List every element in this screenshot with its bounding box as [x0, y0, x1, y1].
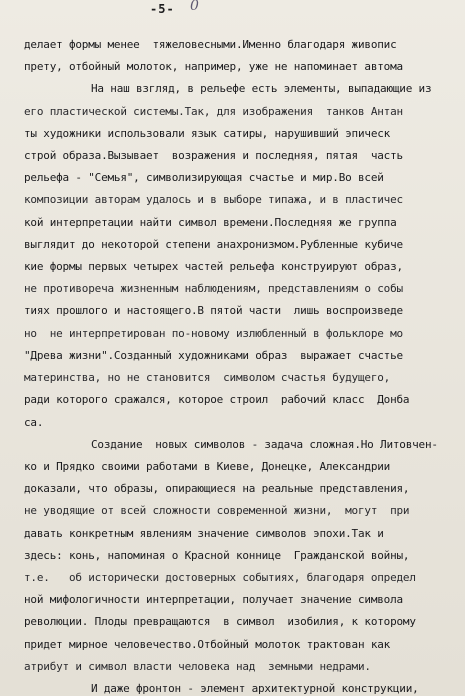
text-line: композиции авторам удалось и в выборе типажа, и в пластичес [24, 193, 403, 206]
text-line: придет мирное человечество.Отбойный молоток трактован как [24, 638, 391, 651]
text-line: т.е. об исторически достоверных событиях, благодаря определ [24, 571, 416, 584]
text-line: не противореча жизненным наблюдениям, представлениям о собы [24, 282, 403, 295]
text-line: кой интерпретации найти символ времени.Последняя же группа [24, 216, 397, 229]
page-number: -5- [150, 2, 175, 16]
text-line: его пластической системы.Так, для изображения танков Антан [24, 105, 403, 118]
text-line: тиях прошлого и настоящего.В пятой части лишь воспроизведе [24, 304, 403, 317]
text-line: са. [24, 416, 44, 429]
text-line: Создание новых символов - задача сложная.Но Литовчен- [91, 438, 438, 451]
text-line: материнства, но не становится символом счастья будущего, [24, 371, 391, 384]
text-line: выглядит до некоторой степени анахронизмом.Рубленные кубиче [24, 238, 403, 251]
text-line: кие формы первых четырех частей рельефа конструируют образ, [24, 260, 403, 273]
text-line: здесь: конь, напоминая о Красной коннице Гражданской войны, [24, 549, 410, 562]
text-line: ной мифологичности интерпретации, получает значение символа [24, 593, 403, 606]
text-line: но не интерпретирован по-новому излюбленный в фольклоре мо [24, 327, 403, 340]
handwritten-page-mark: 0 [190, 0, 199, 14]
text-line: ко и Прядко своими работами в Киеве, Донецке, Александрии [24, 460, 391, 473]
text-line: И даже фронтон - элемент архитектурной конструкции, [91, 682, 419, 695]
text-line: На наш взгляд, в рельефе есть элементы, выпадающие из [91, 82, 432, 95]
text-line: строй образа.Вызывает возражения и последняя, пятая часть [24, 149, 403, 162]
text-line: атрибут и символ власти человека над земными недрами. [24, 660, 371, 673]
text-line: революции. Плоды превращаются в символ изобилия, к которому [24, 615, 416, 628]
text-line: делает формы менее тяжеловесными.Именно благодаря живопис [24, 38, 397, 51]
text-line: прету, отбойный молоток, например, уже не напоминает автома [24, 60, 403, 73]
text-line: "Древа жизни".Созданный художниками образ выражает счастье [24, 349, 403, 362]
text-line: ради которого сражался, которое строил рабочий класс Донба [24, 393, 410, 406]
text-line: рельефа - "Семья", символизирующая счастье и мир.Во всей [24, 171, 384, 184]
text-line: не уводящие от всей сложности современной жизни, могут при [24, 504, 410, 517]
text-line: ты художники использовали язык сатиры, нарушивший эпическ [24, 127, 391, 140]
text-line: доказали, что образы, опирающиеся на реальные представления, [24, 482, 410, 495]
text-line: давать конкретным явлениям значение символов эпохи.Так и [24, 527, 384, 540]
